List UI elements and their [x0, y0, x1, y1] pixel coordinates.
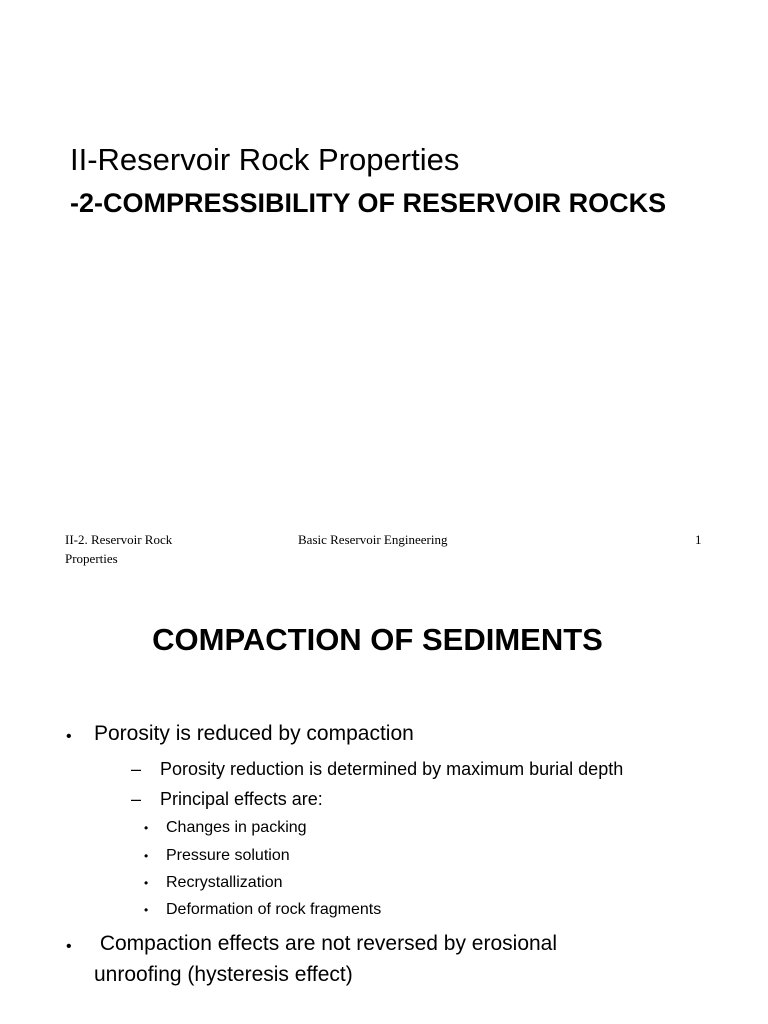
footer-section	[65, 530, 245, 568]
effect-item: Pressure solution	[166, 847, 290, 864]
dash-icon: –	[131, 759, 142, 779]
bullet-hysteresis-line2: unroofing (hysteresis effect)	[94, 963, 353, 986]
bullet-hysteresis-line1: Compaction effects are not reversed by erosional	[94, 932, 558, 955]
footer-section-line1: II-2. Reservoir Rock	[65, 532, 173, 547]
bullet-icon: •	[66, 728, 72, 745]
dash-icon: –	[131, 789, 142, 809]
effect-item: Changes in packing	[166, 819, 307, 836]
footer-page-number: 1	[695, 532, 702, 547]
slide-heading: COMPACTION OF SEDIMENTS	[152, 622, 603, 657]
footer-section-line2: Properties	[65, 551, 118, 566]
effect-item: Recrystallization	[166, 874, 283, 891]
slide-title-heading: II-Reservoir Rock Properties	[70, 142, 460, 177]
footer-course: Basic Reservoir Engineering	[298, 532, 448, 547]
bullet-icon: •	[144, 849, 149, 863]
bullet-icon: •	[144, 821, 149, 835]
bullet-icon: •	[144, 903, 149, 917]
bullet-porosity: Porosity is reduced by compaction	[94, 722, 414, 745]
bullet-icon: •	[144, 876, 149, 890]
bullet-icon: •	[66, 938, 72, 955]
slide-compaction	[0, 580, 768, 1024]
slide-subtitle: -2-COMPRESSIBILITY OF RESERVOIR ROCKS	[70, 188, 667, 218]
sub-bullet-burial-depth: Porosity reduction is determined by maximum burial depth	[160, 759, 624, 779]
sub-bullet-principal-effects: Principal effects are:	[160, 789, 323, 809]
effect-item: Deformation of rock fragments	[166, 901, 382, 918]
